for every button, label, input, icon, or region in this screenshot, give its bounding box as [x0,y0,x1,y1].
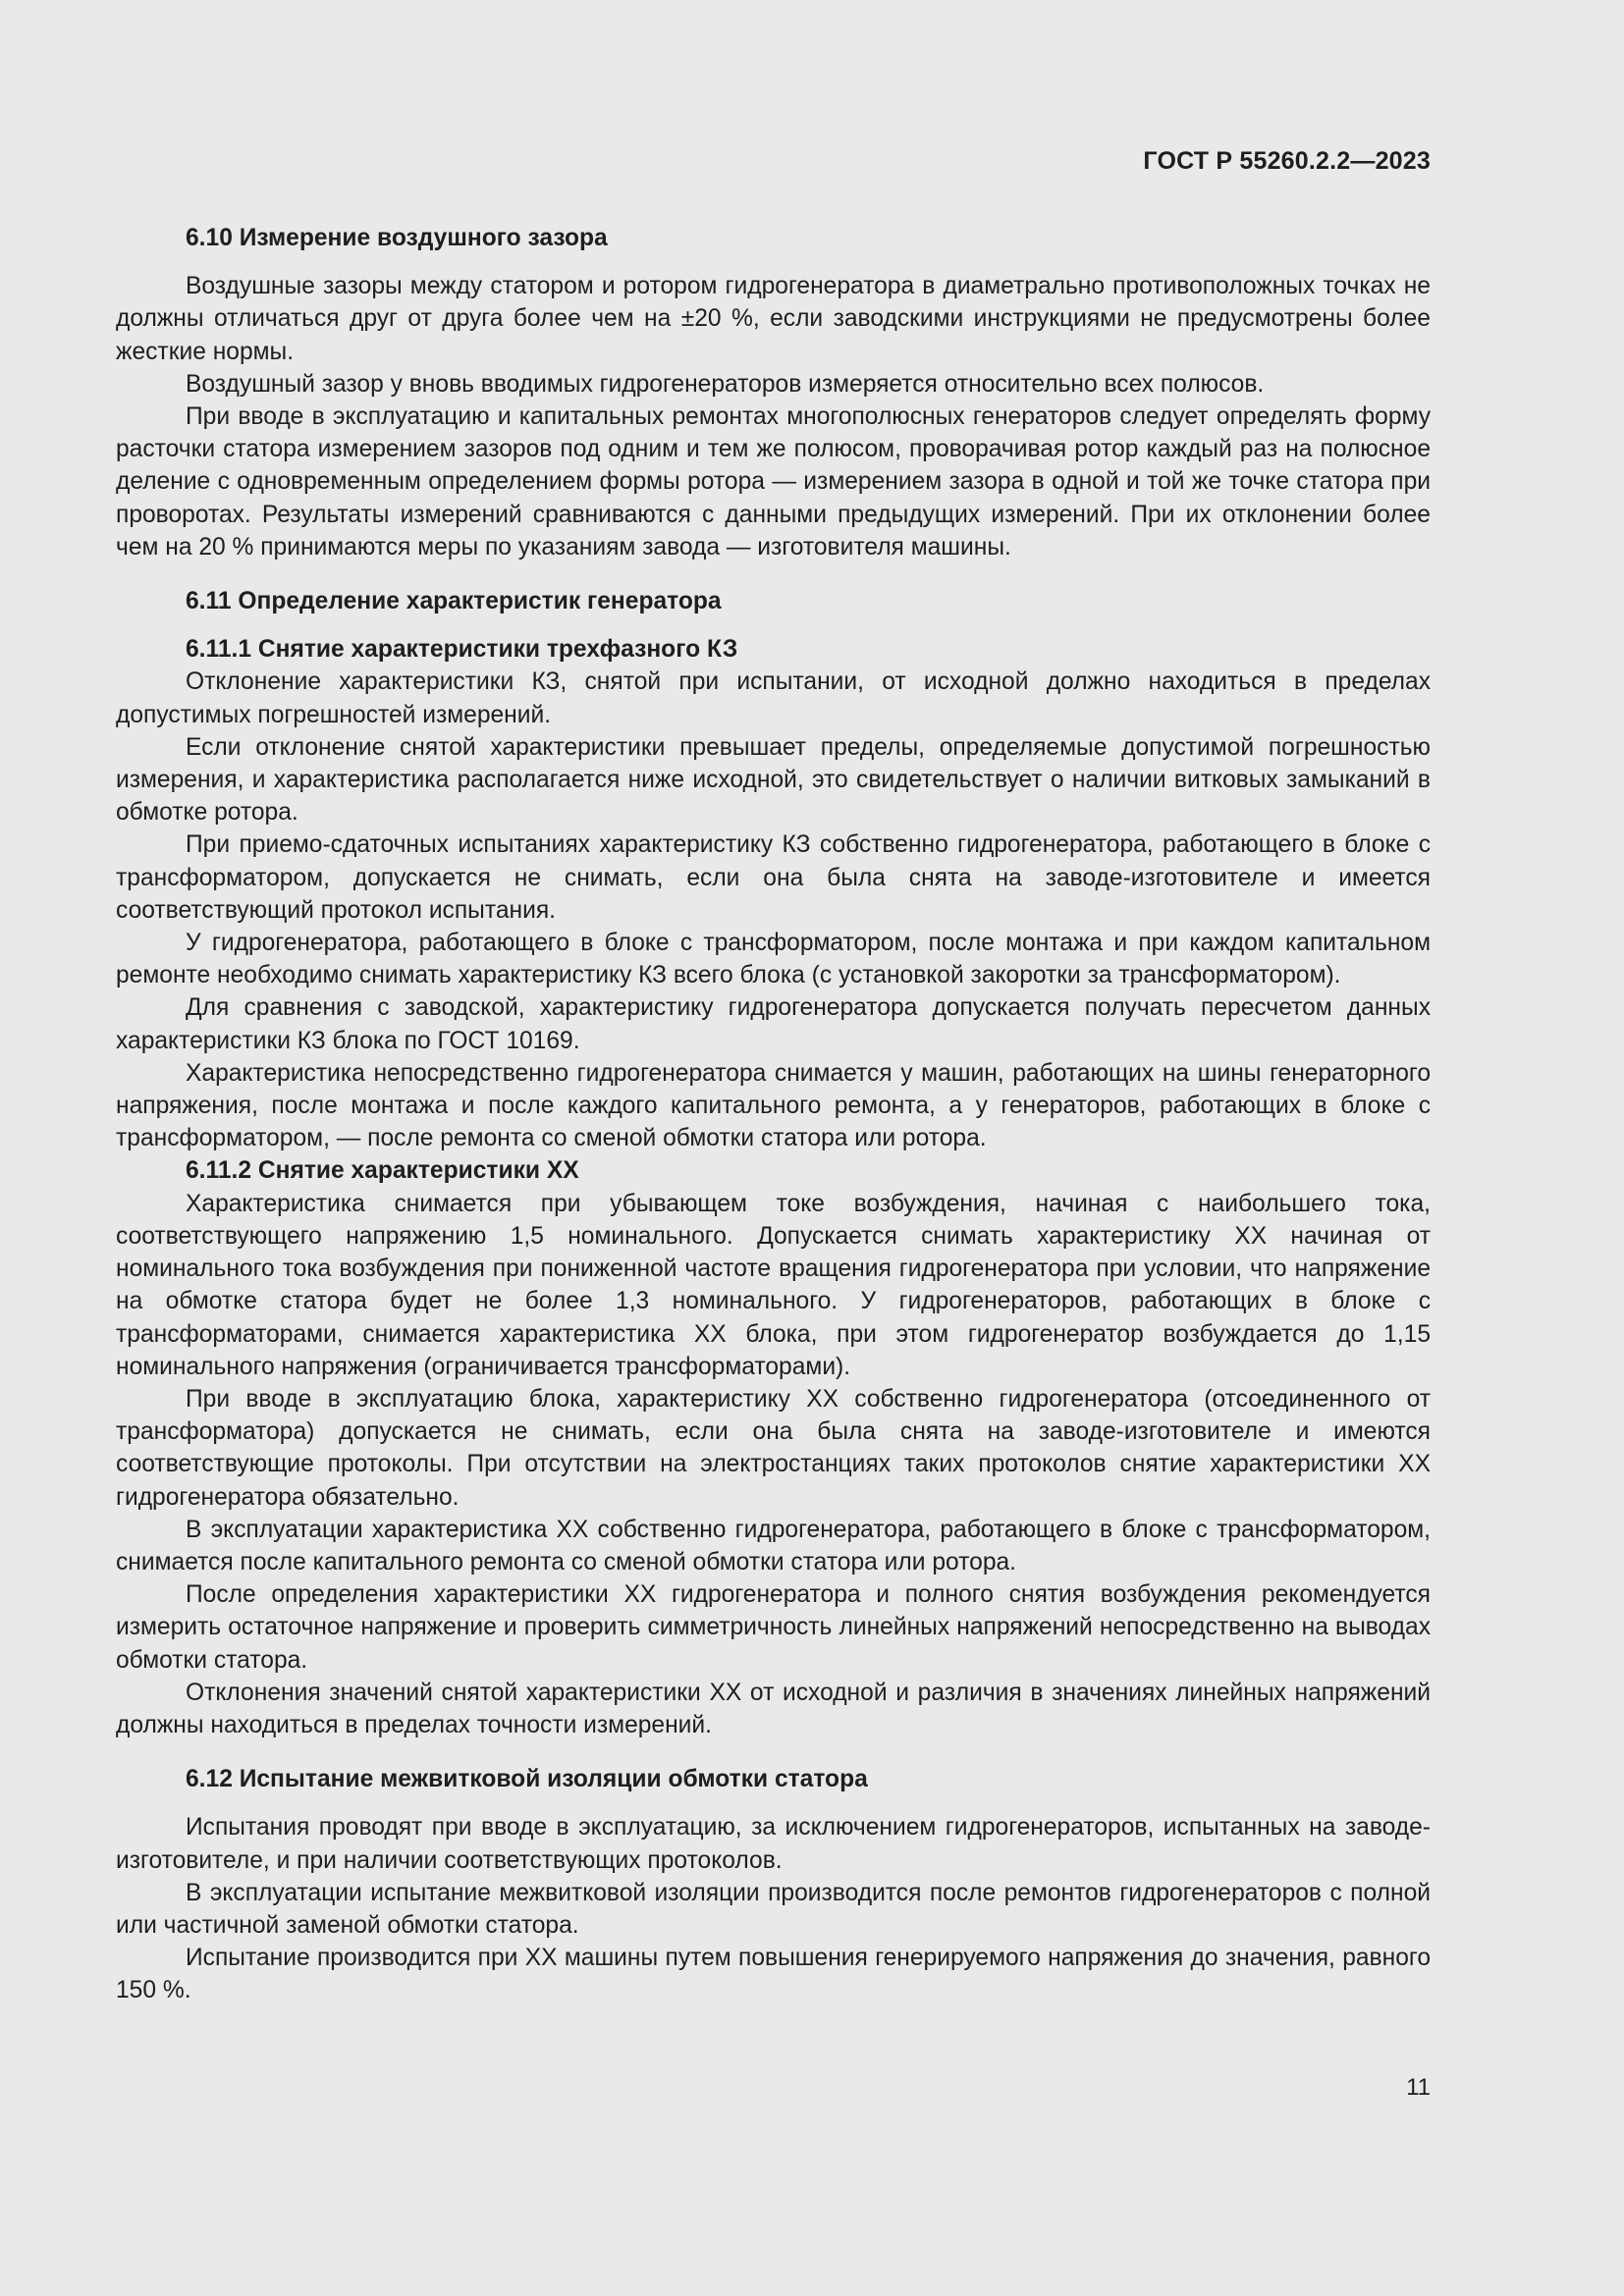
paragraph: В эксплуатации испытание межвитковой изоляции производится после ремонтов гидрогенераторов с полной или частичной заменой обмотки статора. [116,1879,1431,1939]
document-body [116,222,1431,2007]
paragraph: Если отклонение снятой характеристики превышает пределы, определяемые допустимой погрешностью измерения, и характеристика располагается ниже исходной, это свидетельствует о наличии витковых замыканий в обмотке ротора. [116,733,1431,827]
paragraph: Отклонения значений снятой характеристики ХХ от исходной и различия в значениях линейных напряжений должны находиться в пределах точности измерений. [116,1679,1431,1738]
paragraph: При вводе в эксплуатацию и капитальных ремонтах многополюсных генераторов следует определять форму расточки статора измерением зазоров под одним и тем же полюсом, проворачивая ротор каждый раз на полюсное деление с одновременным определением формы ротора — измерением зазора в одной и той же точке статора при проворотах. Результаты измерений сравниваются с данными предыдущих измерений. При их отклонении более чем на 20 % принимаются меры по указаниям завода — изготовителя машины. [116,403,1431,561]
section-heading-6-10: 6.10 Измерение воздушного зазора [186,225,608,251]
paragraph: Испытания проводят при вводе в эксплуатацию, за исключением гидрогенераторов, испытанных на заводе-изготовителе, и при наличии соответствующих протоколов. [116,1814,1431,1874]
section-heading-6-11: 6.11 Определение характеристик генератора [186,588,722,615]
subsection-heading-6-11-2: 6.11.2 Снятие характеристики ХХ [186,1157,579,1185]
paragraph: При вводе в эксплуатацию блока, характеристику ХХ собственно гидрогенератора (отсоединенного от трансформатора) допускается не снимать, если она была снята на заводе-изготовителе и имеются соответствующие протоколы. При отсутствии на электростанциях таких протоколов снятие характеристики ХХ гидрогенератора обязательно. [116,1385,1431,1511]
page-number: 11 [1406,2074,1431,2101]
document-header-code: ГОСТ Р 55260.2.2—2023 [1143,147,1431,175]
paragraph: У гидрогенератора, работающего в блоке с трансформатором, после монтажа и при каждом капитальном ремонте необходимо снимать характеристику КЗ всего блока (с установкой закоротки за трансформатором). [116,930,1431,989]
paragraph: Воздушный зазор у вновь вводимых гидрогенераторов измеряется относительно всех полюсов. [186,370,1265,398]
paragraph: При приемо-сдаточных испытаниях характеристику КЗ собственно гидрогенератора, работающего в блоке с трансформатором, допускается не снимать, если она была снята на заводе-изготовителе и имеется соответствующий протокол испытания. [116,831,1431,924]
paragraph: Воздушные зазоры между статором и ротором гидрогенератора в диаметрально противоположных точках не должны отличаться друг от друга более чем на ±20 %, если заводскими инструкциями не предусмотрены более жесткие нормы. [116,273,1431,365]
paragraph: Характеристика непосредственно гидрогенератора снимается у машин, работающих на шины генераторного напряжения, после монтажа и после каждого капитального ремонта, а у генераторов, работающих в блоке с трансформатором, — после ремонта со сменой обмотки статора или ротора. [116,1059,1431,1152]
paragraph: Испытание производится при ХХ машины путем повышения генерируемого напряжения до значения, равного 150 %. [116,1945,1431,2004]
subsection-heading-6-11-1: 6.11.1 Снятие характеристики трехфазного КЗ [186,636,738,664]
paragraph: После определения характеристики ХХ гидрогенератора и полного снятия возбуждения рекомендуется измерить остаточное напряжение и проверить симметричность линейных напряжений непосредственно на выводах обмотки статора. [116,1581,1431,1674]
paragraph: Для сравнения с заводской, характеристику гидрогенератора допускается получать пересчетом данных характеристики КЗ блока по ГОСТ 10169. [116,994,1431,1054]
paragraph: Отклонение характеристики КЗ, снятой при испытании, от исходной должно находиться в пределах допустимых погрешностей измерений. [116,668,1431,728]
paragraph: Характеристика снимается при убывающем токе возбуждения, начиная с наибольшего тока, соответствующего напряжению 1,5 номинального. Допускается снимать характеристику ХХ начиная от номинального тока возбуждения при пониженной частоте вращения гидрогенератора при условии, что напряжение на обмотке статора будет не более 1,3 номинального. У гидрогенераторов, работающих в блоке с трансформаторами, снимается характеристика ХХ блока, при этом гидрогенератор возбуждается до 1,15 номинального напряжения (ограничивается трансформаторами). [116,1190,1431,1380]
section-heading-6-12: 6.12 Испытание межвитковой изоляции обмотки статора [186,1766,868,1793]
paragraph: В эксплуатации характеристика ХХ собственно гидрогенератора, работающего в блоке с трансформатором, снимается после капитального ремонта со сменой обмотки статора или ротора. [116,1516,1431,1575]
